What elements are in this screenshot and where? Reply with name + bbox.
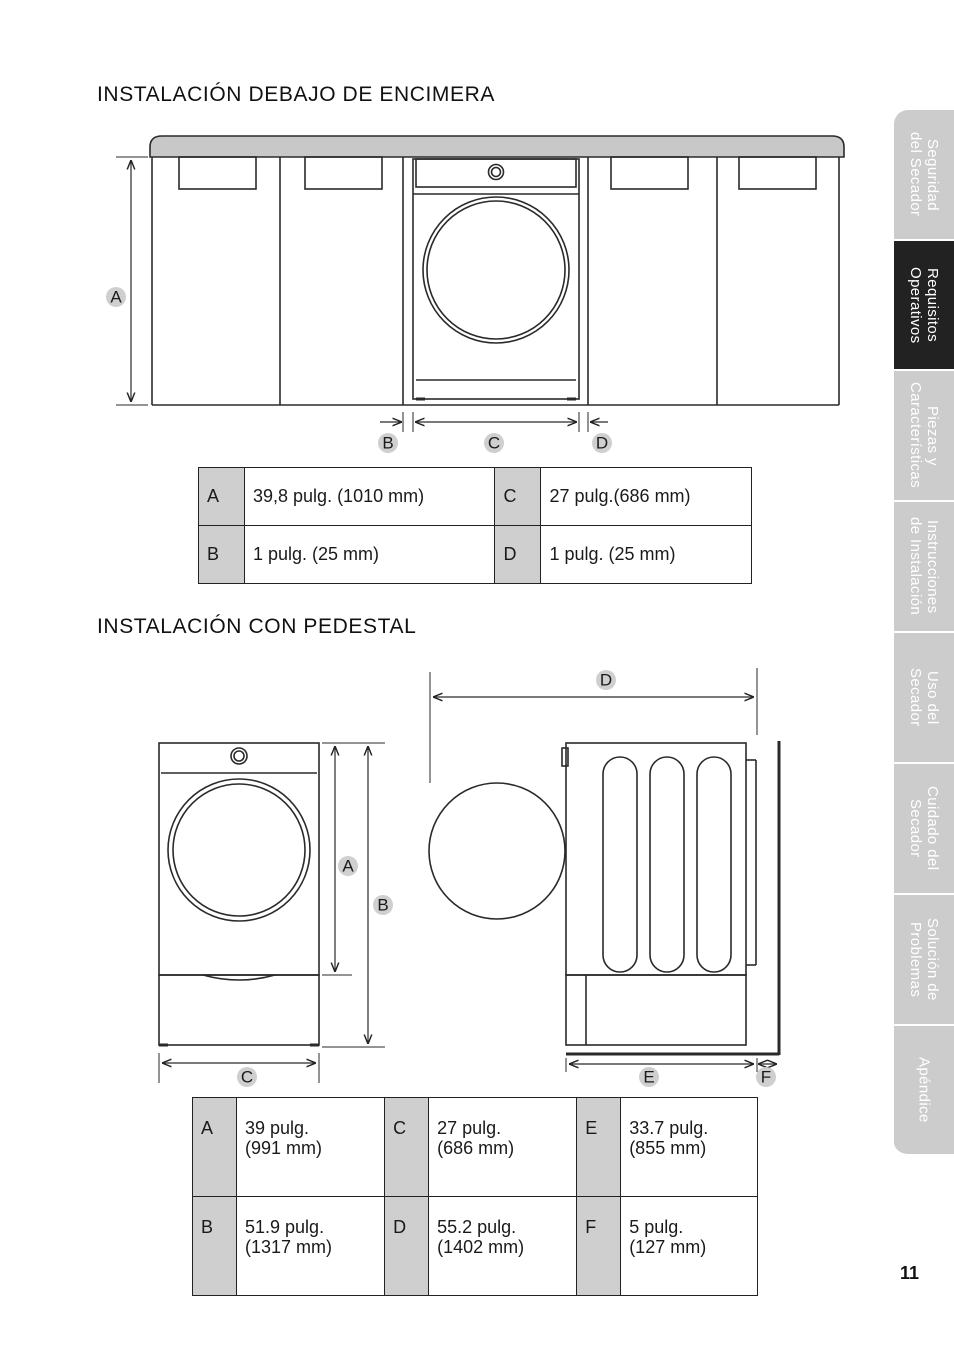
dryer-side (566, 743, 746, 975)
dimension-value: 27 pulg. (686 mm) (429, 1098, 577, 1197)
dimension-key: A (193, 1098, 237, 1197)
callout-a: A (342, 856, 354, 876)
pedestal-side (566, 975, 746, 1045)
tab-seguridad[interactable]: Seguridad del Secador (894, 110, 954, 241)
dimension-key: D (495, 526, 541, 584)
under-counter-callouts (106, 287, 612, 453)
callout-b: B (377, 895, 389, 915)
dryer-door (423, 197, 569, 343)
section-title-pedestal: INSTALACIÓN CON PEDESTAL (97, 615, 417, 638)
dimension-value: 27 pulg.(686 mm) (541, 468, 752, 526)
under-counter-diagram (116, 136, 844, 432)
callout-e: E (643, 1067, 655, 1087)
tab-apendice[interactable]: Apéndice (894, 1026, 954, 1156)
tab-solucion[interactable]: Solución de Problemas (894, 895, 954, 1026)
dimension-key: C (385, 1098, 429, 1197)
dimension-key: B (193, 1197, 237, 1296)
dimension-key: A (199, 468, 245, 526)
table-row (193, 1098, 758, 1197)
countertop (150, 136, 844, 157)
dimension-value: 1 pulg. (25 mm) (541, 526, 752, 584)
cabinet-drawer (305, 157, 382, 189)
dimension-value: 51.9 pulg. (1317 mm) (237, 1197, 385, 1296)
dimension-value: 1 pulg. (25 mm) (245, 526, 495, 584)
tab-cuidado[interactable]: Cuidado del Secador (894, 764, 954, 895)
callout-d: D (595, 433, 609, 453)
callout-a: A (110, 287, 122, 307)
dimension-value: 33.7 pulg. (855 mm) (621, 1098, 758, 1197)
table-row (199, 468, 752, 526)
dryer-door (168, 779, 310, 921)
page-number: 11 (900, 1263, 920, 1283)
section-tabs (894, 110, 954, 1156)
table-row (199, 526, 752, 584)
dimension-value: 55.2 pulg. (1402 mm) (429, 1197, 577, 1296)
tab-instrucciones[interactable]: Instrucciones de Instalación (894, 502, 954, 633)
cabinet-drawer (611, 157, 688, 189)
callout-d: D (599, 670, 613, 690)
dimension-key: D (385, 1197, 429, 1296)
cabinet-drawer (739, 157, 816, 189)
pedestal-dimension-table (192, 1097, 758, 1296)
dimension-key: F (577, 1197, 621, 1296)
under-counter-dimension-table (198, 467, 752, 584)
tab-requisitos[interactable]: Requisitos Operativos (894, 241, 954, 371)
dimension-key: B (199, 526, 245, 584)
pedestal-front-diagram (159, 743, 385, 1083)
dimension-value: 39 pulg. (991 mm) (237, 1098, 385, 1197)
table-row (193, 1197, 758, 1296)
dimension-key: E (577, 1098, 621, 1197)
callout-c: C (240, 1067, 254, 1087)
dimension-value: 5 pulg. (127 mm) (621, 1197, 758, 1296)
tab-piezas[interactable]: Piezas y Características (894, 371, 954, 502)
dimension-value: 39,8 pulg. (1010 mm) (245, 468, 495, 526)
cabinet-drawer (179, 157, 256, 189)
dryer-front (159, 743, 319, 975)
pedestal-side-diagram (429, 668, 779, 1072)
open-door-swing (429, 783, 565, 919)
dimension-key: C (495, 468, 541, 526)
callout-b: B (382, 433, 394, 453)
callout-c: C (487, 433, 501, 453)
pedestal (159, 975, 319, 1045)
dryer-front (413, 159, 579, 399)
section-title-under-counter: INSTALACIÓN DEBAJO DE ENCIMERA (97, 83, 496, 106)
tab-uso[interactable]: Uso del Secador (894, 633, 954, 764)
pedestal-callouts (237, 670, 776, 1087)
callout-f: F (760, 1067, 772, 1087)
